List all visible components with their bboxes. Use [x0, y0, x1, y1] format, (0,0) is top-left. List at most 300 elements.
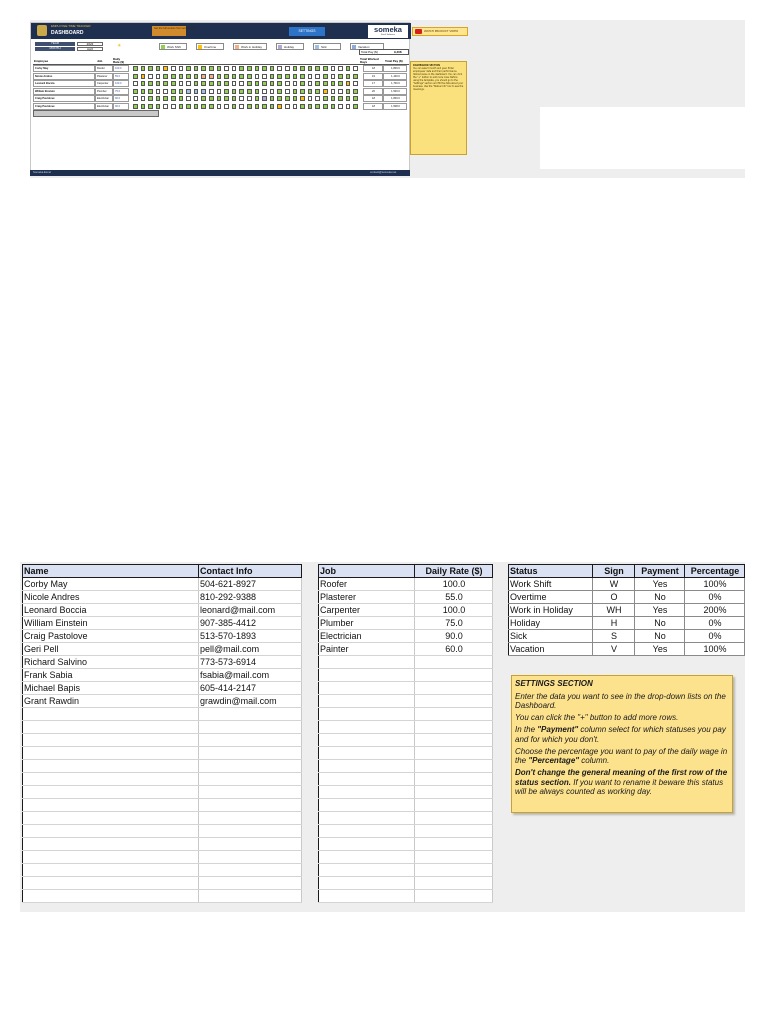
day-status-cell[interactable]: [217, 96, 222, 101]
job-name-cell[interactable]: [319, 890, 415, 903]
contact-info-cell[interactable]: [199, 773, 302, 786]
day-status-cell[interactable]: [194, 66, 199, 71]
day-status-cell[interactable]: [323, 74, 328, 79]
day-status-cell[interactable]: [277, 89, 282, 94]
job-name-cell[interactable]: [319, 721, 415, 734]
contact-name-cell[interactable]: Richard Salvino: [23, 656, 199, 669]
day-status-cell[interactable]: [353, 74, 358, 79]
job-rate-cell[interactable]: [415, 721, 493, 734]
status-percentage-cell[interactable]: 200%: [685, 604, 745, 617]
day-status-cell[interactable]: [285, 89, 290, 94]
job-name-cell[interactable]: [319, 747, 415, 760]
day-status-cell[interactable]: [209, 74, 214, 79]
day-status-cell[interactable]: [133, 104, 138, 109]
day-status-cell[interactable]: [293, 74, 298, 79]
job-name-cell[interactable]: [319, 708, 415, 721]
contact-name-cell[interactable]: Geri Pell: [23, 643, 199, 656]
day-status-cell[interactable]: [209, 104, 214, 109]
job-rate-cell[interactable]: [415, 734, 493, 747]
job-rate-cell[interactable]: 55.0: [415, 591, 493, 604]
day-status-cell[interactable]: [239, 74, 244, 79]
day-status-cell[interactable]: [300, 74, 305, 79]
day-status-cell[interactable]: [255, 66, 260, 71]
contact-name-cell[interactable]: [23, 773, 199, 786]
status-payment-cell[interactable]: No: [635, 617, 685, 630]
day-status-cell[interactable]: [331, 74, 336, 79]
day-status-cell[interactable]: [156, 104, 161, 109]
day-status-cell[interactable]: [217, 89, 222, 94]
footer-contact[interactable]: contact@someka.net: [370, 170, 397, 174]
day-status-cell[interactable]: [186, 89, 191, 94]
contact-name-cell[interactable]: Craig Pastolove: [23, 630, 199, 643]
contact-info-cell[interactable]: [199, 890, 302, 903]
status-name-cell[interactable]: Vacation: [509, 643, 593, 656]
day-status-cell[interactable]: [293, 89, 298, 94]
job-name-cell[interactable]: Painter: [319, 643, 415, 656]
contact-name-cell[interactable]: [23, 760, 199, 773]
day-status-cell[interactable]: [293, 81, 298, 86]
contact-name-cell[interactable]: [23, 812, 199, 825]
day-status-cell[interactable]: [338, 74, 343, 79]
status-percentage-cell[interactable]: 0%: [685, 617, 745, 630]
status-sign-cell[interactable]: W: [593, 578, 635, 591]
day-status-cell[interactable]: [194, 96, 199, 101]
day-status-cell[interactable]: [353, 96, 358, 101]
contact-name-cell[interactable]: Frank Sabia: [23, 669, 199, 682]
day-status-cell[interactable]: [194, 81, 199, 86]
day-status-cell[interactable]: [262, 66, 267, 71]
day-status-cell[interactable]: [141, 66, 146, 71]
day-status-cell[interactable]: [224, 81, 229, 86]
day-status-cell[interactable]: [163, 104, 168, 109]
day-status-cell[interactable]: [217, 66, 222, 71]
day-status-cell[interactable]: [156, 81, 161, 86]
day-status-cell[interactable]: [346, 104, 351, 109]
day-status-cell[interactable]: [270, 81, 275, 86]
day-status-cell[interactable]: [247, 89, 252, 94]
status-name-cell[interactable]: Overtime: [509, 591, 593, 604]
day-status-cell[interactable]: [179, 66, 184, 71]
contact-name-cell[interactable]: Michael Bapis: [23, 682, 199, 695]
contact-name-cell[interactable]: [23, 708, 199, 721]
day-status-cell[interactable]: [331, 81, 336, 86]
day-status-cell[interactable]: [148, 81, 153, 86]
day-status-cell[interactable]: [300, 81, 305, 86]
job-rate-cell[interactable]: [415, 747, 493, 760]
day-status-cell[interactable]: [156, 74, 161, 79]
job-name-cell[interactable]: [319, 760, 415, 773]
day-status-cell[interactable]: [224, 89, 229, 94]
job-name-cell[interactable]: [319, 734, 415, 747]
brand-logo[interactable]: someka: [368, 25, 408, 38]
job-rate-cell[interactable]: 100.0: [415, 604, 493, 617]
contact-info-cell[interactable]: [199, 734, 302, 747]
dash-empty-row[interactable]: [33, 110, 159, 117]
day-status-cell[interactable]: [315, 81, 320, 86]
contact-info-cell[interactable]: 513-570-1893: [199, 630, 302, 643]
day-status-cell[interactable]: [247, 66, 252, 71]
day-status-cell[interactable]: [171, 81, 176, 86]
dash-employee-name[interactable]: William Einstein: [33, 88, 95, 95]
day-status-cell[interactable]: [293, 104, 298, 109]
day-status-cell[interactable]: [156, 89, 161, 94]
day-status-cell[interactable]: [255, 89, 260, 94]
day-status-cell[interactable]: [239, 81, 244, 86]
job-rate-cell[interactable]: [415, 786, 493, 799]
day-status-cell[interactable]: [315, 96, 320, 101]
contact-info-cell[interactable]: 907-385-4412: [199, 617, 302, 630]
status-sign-cell[interactable]: H: [593, 617, 635, 630]
day-status-cell[interactable]: [224, 74, 229, 79]
contact-info-cell[interactable]: leonard@mail.com: [199, 604, 302, 617]
day-status-cell[interactable]: [323, 96, 328, 101]
job-name-cell[interactable]: [319, 773, 415, 786]
job-name-cell[interactable]: [319, 786, 415, 799]
day-status-cell[interactable]: [201, 89, 206, 94]
job-rate-cell[interactable]: [415, 890, 493, 903]
day-status-cell[interactable]: [293, 96, 298, 101]
day-status-cell[interactable]: [133, 96, 138, 101]
contact-name-cell[interactable]: [23, 747, 199, 760]
day-status-cell[interactable]: [277, 104, 282, 109]
job-rate-cell[interactable]: [415, 825, 493, 838]
day-status-cell[interactable]: [346, 89, 351, 94]
job-name-cell[interactable]: [319, 695, 415, 708]
job-rate-cell[interactable]: [415, 669, 493, 682]
contact-info-cell[interactable]: [199, 760, 302, 773]
contact-name-cell[interactable]: [23, 825, 199, 838]
day-status-cell[interactable]: [308, 66, 313, 71]
job-rate-cell[interactable]: [415, 773, 493, 786]
day-status-cell[interactable]: [179, 96, 184, 101]
job-rate-cell[interactable]: [415, 838, 493, 851]
job-rate-cell[interactable]: 100.0: [415, 578, 493, 591]
status-payment-cell[interactable]: Yes: [635, 604, 685, 617]
contact-info-cell[interactable]: 504-621-8927: [199, 578, 302, 591]
day-status-cell[interactable]: [308, 89, 313, 94]
footer-link-someka[interactable]: Someka Excel: [33, 170, 51, 174]
day-status-cell[interactable]: [186, 96, 191, 101]
day-status-cell[interactable]: [209, 66, 214, 71]
status-sign-cell[interactable]: O: [593, 591, 635, 604]
contact-info-cell[interactable]: [199, 708, 302, 721]
day-status-cell[interactable]: [133, 66, 138, 71]
day-status-cell[interactable]: [133, 89, 138, 94]
month-value[interactable]: April: [77, 47, 103, 51]
day-status-cell[interactable]: [194, 89, 199, 94]
contact-name-cell[interactable]: [23, 851, 199, 864]
dash-employee-job[interactable]: Electrician: [95, 95, 113, 102]
day-status-cell[interactable]: [171, 89, 176, 94]
status-name-cell[interactable]: Holiday: [509, 617, 593, 630]
job-name-cell[interactable]: [319, 669, 415, 682]
contact-name-cell[interactable]: Corby May: [23, 578, 199, 591]
day-status-cell[interactable]: [293, 66, 298, 71]
day-status-cell[interactable]: [308, 96, 313, 101]
day-status-cell[interactable]: [232, 74, 237, 79]
dash-employee-job[interactable]: Roofer: [95, 65, 113, 72]
day-status-cell[interactable]: [148, 96, 153, 101]
day-status-cell[interactable]: [346, 81, 351, 86]
contact-info-cell[interactable]: 773-573-6914: [199, 656, 302, 669]
day-status-cell[interactable]: [315, 104, 320, 109]
day-status-cell[interactable]: [308, 74, 313, 79]
day-status-cell[interactable]: [247, 74, 252, 79]
day-status-cell[interactable]: [201, 66, 206, 71]
day-status-cell[interactable]: [323, 66, 328, 71]
day-status-cell[interactable]: [277, 74, 282, 79]
contact-info-cell[interactable]: [199, 786, 302, 799]
dash-employee-name[interactable]: Nicole Andres: [33, 73, 95, 80]
dash-employee-job[interactable]: Plasterer: [95, 73, 113, 80]
day-status-cell[interactable]: [270, 96, 275, 101]
day-status-cell[interactable]: [141, 81, 146, 86]
contact-name-cell[interactable]: Grant Rawdin: [23, 695, 199, 708]
day-status-cell[interactable]: [331, 96, 336, 101]
contact-info-cell[interactable]: 810-292-9388: [199, 591, 302, 604]
job-rate-cell[interactable]: [415, 877, 493, 890]
contact-name-cell[interactable]: [23, 877, 199, 890]
job-rate-cell[interactable]: 60.0: [415, 643, 493, 656]
day-status-cell[interactable]: [232, 66, 237, 71]
day-status-cell[interactable]: [285, 74, 290, 79]
full-version-note[interactable]: Get the full version from someka.net: [152, 26, 186, 36]
status-name-cell[interactable]: Sick: [509, 630, 593, 643]
dash-employee-name[interactable]: Craig Pastolove: [33, 103, 95, 110]
day-status-cell[interactable]: [201, 81, 206, 86]
day-status-cell[interactable]: [285, 96, 290, 101]
contact-name-cell[interactable]: [23, 721, 199, 734]
job-name-cell[interactable]: [319, 877, 415, 890]
day-status-cell[interactable]: [141, 96, 146, 101]
day-status-cell[interactable]: [148, 89, 153, 94]
job-name-cell[interactable]: [319, 812, 415, 825]
contact-info-cell[interactable]: [199, 799, 302, 812]
day-status-cell[interactable]: [262, 96, 267, 101]
day-status-cell[interactable]: [262, 74, 267, 79]
day-status-cell[interactable]: [171, 104, 176, 109]
day-status-cell[interactable]: [255, 96, 260, 101]
day-status-cell[interactable]: [239, 89, 244, 94]
contact-name-cell[interactable]: [23, 734, 199, 747]
settings-button[interactable]: SETTINGS: [289, 27, 325, 36]
day-status-cell[interactable]: [247, 81, 252, 86]
day-status-cell[interactable]: [239, 96, 244, 101]
day-status-cell[interactable]: [224, 66, 229, 71]
day-status-cell[interactable]: [179, 104, 184, 109]
status-percentage-cell[interactable]: 100%: [685, 643, 745, 656]
day-status-cell[interactable]: [141, 74, 146, 79]
day-status-cell[interactable]: [285, 81, 290, 86]
contact-info-cell[interactable]: [199, 825, 302, 838]
dash-employee-job[interactable]: Carpenter: [95, 80, 113, 87]
status-payment-cell[interactable]: Yes: [635, 643, 685, 656]
job-rate-cell[interactable]: 75.0: [415, 617, 493, 630]
day-status-cell[interactable]: [353, 104, 358, 109]
dash-employee-job[interactable]: Plumber: [95, 88, 113, 95]
contact-info-cell[interactable]: pell@mail.com: [199, 643, 302, 656]
day-status-cell[interactable]: [300, 104, 305, 109]
status-payment-cell[interactable]: No: [635, 591, 685, 604]
contact-info-cell[interactable]: [199, 812, 302, 825]
day-status-cell[interactable]: [186, 74, 191, 79]
day-status-cell[interactable]: [201, 74, 206, 79]
job-name-cell[interactable]: [319, 799, 415, 812]
contact-name-cell[interactable]: [23, 799, 199, 812]
day-status-cell[interactable]: [209, 89, 214, 94]
day-status-cell[interactable]: [353, 66, 358, 71]
job-rate-cell[interactable]: [415, 799, 493, 812]
day-status-cell[interactable]: [285, 104, 290, 109]
contact-name-cell[interactable]: William Einstein: [23, 617, 199, 630]
day-status-cell[interactable]: [133, 74, 138, 79]
day-status-cell[interactable]: [262, 104, 267, 109]
contact-name-cell[interactable]: [23, 838, 199, 851]
day-status-cell[interactable]: [217, 74, 222, 79]
contact-info-cell[interactable]: 605-414-2147: [199, 682, 302, 695]
day-status-cell[interactable]: [232, 104, 237, 109]
job-name-cell[interactable]: [319, 825, 415, 838]
day-status-cell[interactable]: [217, 81, 222, 86]
day-status-cell[interactable]: [179, 74, 184, 79]
day-status-cell[interactable]: [133, 81, 138, 86]
job-rate-cell[interactable]: [415, 760, 493, 773]
day-status-cell[interactable]: [255, 74, 260, 79]
day-status-cell[interactable]: [194, 74, 199, 79]
day-status-cell[interactable]: [186, 66, 191, 71]
day-status-cell[interactable]: [300, 96, 305, 101]
job-name-cell[interactable]: Plasterer: [319, 591, 415, 604]
job-rate-cell[interactable]: [415, 656, 493, 669]
job-rate-cell[interactable]: [415, 851, 493, 864]
day-status-cell[interactable]: [331, 89, 336, 94]
day-status-cell[interactable]: [209, 96, 214, 101]
contact-info-cell[interactable]: [199, 864, 302, 877]
day-status-cell[interactable]: [224, 104, 229, 109]
day-status-cell[interactable]: [262, 81, 267, 86]
day-status-cell[interactable]: [315, 74, 320, 79]
job-name-cell[interactable]: [319, 682, 415, 695]
day-status-cell[interactable]: [186, 104, 191, 109]
day-status-cell[interactable]: [308, 81, 313, 86]
day-status-cell[interactable]: [338, 81, 343, 86]
day-status-cell[interactable]: [277, 96, 282, 101]
contact-info-cell[interactable]: [199, 877, 302, 890]
day-status-cell[interactable]: [148, 74, 153, 79]
day-status-cell[interactable]: [338, 96, 343, 101]
day-status-cell[interactable]: [156, 66, 161, 71]
status-sign-cell[interactable]: S: [593, 630, 635, 643]
day-status-cell[interactable]: [300, 66, 305, 71]
day-status-cell[interactable]: [186, 81, 191, 86]
dash-employee-job[interactable]: Electrician: [95, 103, 113, 110]
day-status-cell[interactable]: [338, 66, 343, 71]
day-status-cell[interactable]: [277, 66, 282, 71]
day-status-cell[interactable]: [171, 74, 176, 79]
status-name-cell[interactable]: Work in Holiday: [509, 604, 593, 617]
day-status-cell[interactable]: [331, 104, 336, 109]
contact-info-cell[interactable]: fsabia@mail.com: [199, 669, 302, 682]
contact-name-cell[interactable]: [23, 786, 199, 799]
day-status-cell[interactable]: [171, 66, 176, 71]
day-status-cell[interactable]: [315, 89, 320, 94]
contact-info-cell[interactable]: grawdin@mail.com: [199, 695, 302, 708]
day-status-cell[interactable]: [232, 96, 237, 101]
day-status-cell[interactable]: [201, 96, 206, 101]
job-rate-cell[interactable]: [415, 864, 493, 877]
status-sign-cell[interactable]: WH: [593, 604, 635, 617]
job-name-cell[interactable]: Plumber: [319, 617, 415, 630]
day-status-cell[interactable]: [163, 66, 168, 71]
day-status-cell[interactable]: [194, 104, 199, 109]
day-status-cell[interactable]: [346, 96, 351, 101]
day-status-cell[interactable]: [338, 104, 343, 109]
day-status-cell[interactable]: [255, 104, 260, 109]
day-status-cell[interactable]: [338, 89, 343, 94]
day-status-cell[interactable]: [300, 89, 305, 94]
job-name-cell[interactable]: Electrician: [319, 630, 415, 643]
day-status-cell[interactable]: [163, 89, 168, 94]
contact-name-cell[interactable]: [23, 890, 199, 903]
day-status-cell[interactable]: [224, 96, 229, 101]
contact-info-cell[interactable]: [199, 721, 302, 734]
day-status-cell[interactable]: [156, 96, 161, 101]
job-name-cell[interactable]: [319, 851, 415, 864]
day-status-cell[interactable]: [141, 89, 146, 94]
status-percentage-cell[interactable]: 0%: [685, 591, 745, 604]
day-status-cell[interactable]: [163, 81, 168, 86]
day-status-cell[interactable]: [323, 89, 328, 94]
day-status-cell[interactable]: [353, 89, 358, 94]
day-status-cell[interactable]: [239, 104, 244, 109]
day-status-cell[interactable]: [331, 66, 336, 71]
day-status-cell[interactable]: [277, 81, 282, 86]
day-status-cell[interactable]: [308, 104, 313, 109]
day-status-cell[interactable]: [270, 89, 275, 94]
dash-employee-name[interactable]: Craig Pastolove: [33, 95, 95, 102]
day-status-cell[interactable]: [247, 96, 252, 101]
contact-info-cell[interactable]: [199, 747, 302, 760]
status-sign-cell[interactable]: V: [593, 643, 635, 656]
day-status-cell[interactable]: [148, 104, 153, 109]
day-status-cell[interactable]: [285, 66, 290, 71]
day-status-cell[interactable]: [232, 81, 237, 86]
job-name-cell[interactable]: [319, 838, 415, 851]
day-status-cell[interactable]: [232, 89, 237, 94]
day-status-cell[interactable]: [315, 66, 320, 71]
year-value[interactable]: 2022: [77, 42, 103, 46]
day-status-cell[interactable]: [201, 104, 206, 109]
job-rate-cell[interactable]: [415, 695, 493, 708]
day-status-cell[interactable]: [163, 96, 168, 101]
status-percentage-cell[interactable]: 100%: [685, 578, 745, 591]
day-status-cell[interactable]: [255, 81, 260, 86]
day-status-cell[interactable]: [209, 81, 214, 86]
day-status-cell[interactable]: [179, 89, 184, 94]
day-status-cell[interactable]: [353, 81, 358, 86]
status-percentage-cell[interactable]: 0%: [685, 630, 745, 643]
day-status-cell[interactable]: [346, 74, 351, 79]
contact-info-cell[interactable]: [199, 838, 302, 851]
job-rate-cell[interactable]: [415, 682, 493, 695]
day-status-cell[interactable]: [141, 104, 146, 109]
day-status-cell[interactable]: [247, 104, 252, 109]
status-payment-cell[interactable]: No: [635, 630, 685, 643]
dash-employee-name[interactable]: Leonard Boccia: [33, 80, 95, 87]
status-name-cell[interactable]: Work Shift: [509, 578, 593, 591]
job-rate-cell[interactable]: [415, 812, 493, 825]
day-status-cell[interactable]: [171, 96, 176, 101]
